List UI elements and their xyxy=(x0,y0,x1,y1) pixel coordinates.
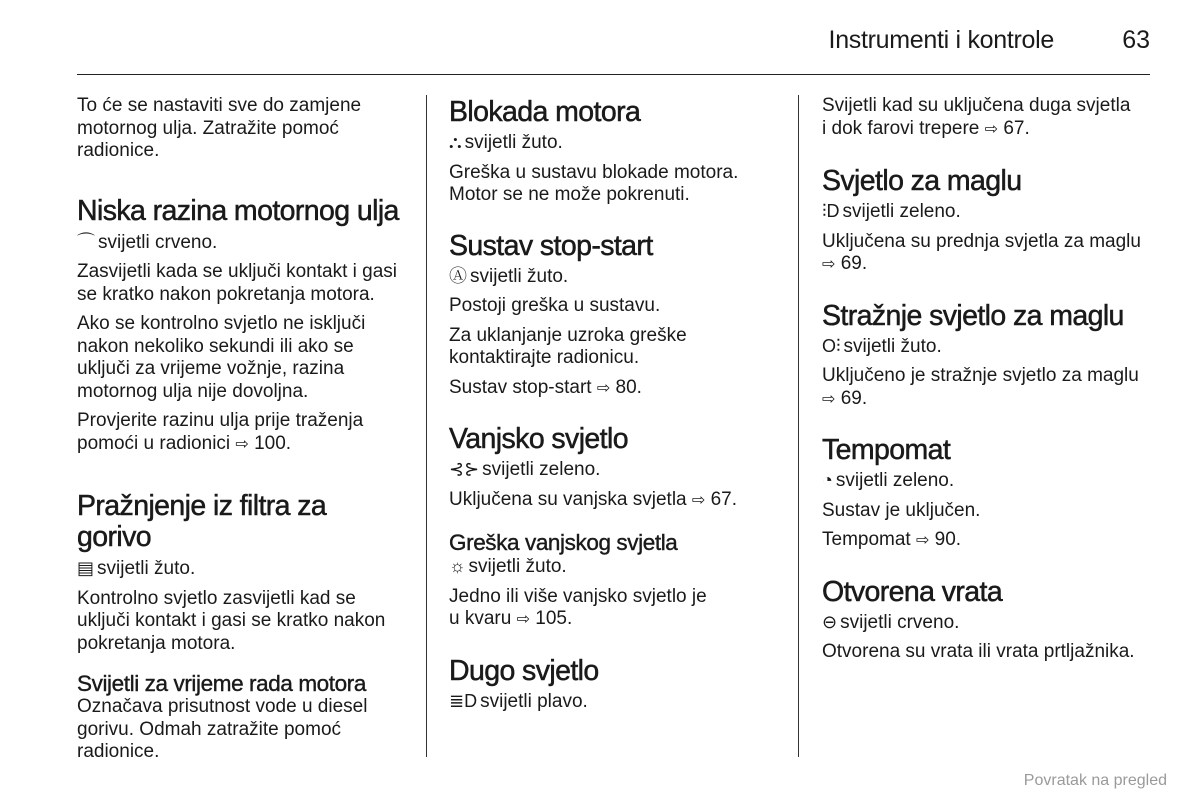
paragraph: Tempomat ⇨ 90. xyxy=(822,529,962,550)
page-ref-icon[interactable]: ⇨ xyxy=(235,435,249,453)
header-title: Instrumenti i kontrole xyxy=(828,26,1054,54)
page-ref-icon[interactable]: ⇨ xyxy=(516,611,530,628)
paragraph: Uključena su vanjska svjetla ⇨ 67. xyxy=(449,488,738,510)
intro-paragraph: To će se nastaviti sve do zamjene motornog ulja. Zatražite pomoć radionice. xyxy=(77,95,362,161)
paragraph: Provjerite razinu ulja prije traženja pomoći u radionici ⇨ 100. xyxy=(77,410,364,454)
page-ref[interactable]: 67. xyxy=(1003,117,1030,139)
paragraph: Sustav je uključen. xyxy=(822,499,981,521)
paragraph: Ako se kontrolno svjetlo ne isključi nakon nekoliko sekundi ili ako se uključi za vrijeme vožnje, razina motornog ulja nije dovoljna. xyxy=(77,313,366,402)
section-heading-cruise-control: Tempomat xyxy=(822,434,951,466)
paragraph: Za uklanjanje uzroka greške kontaktirajte radionicu. xyxy=(449,324,687,368)
paragraph: Uključena su prednja svjetla za maglu ⇨ 69. xyxy=(822,230,1141,274)
column-3 xyxy=(822,95,1162,664)
paragraph: Greška u sustavu blokade motora. Motor se ne može pokrenuti. xyxy=(449,161,739,205)
page-ref[interactable]: 80. xyxy=(615,376,642,398)
fuel-filter-icon: ▤ xyxy=(77,558,95,578)
page-ref[interactable]: 69. xyxy=(840,387,868,409)
paragraph: Postoji greška u sustavu. xyxy=(449,295,661,316)
status-line: ⊖ svijetli crveno. xyxy=(822,611,960,633)
page-ref[interactable]: 100. xyxy=(254,432,292,454)
subheading: Greška vanjskog svjetla xyxy=(449,530,678,555)
paragraph: Jedno ili više vanjsko svjetlo je u kvaru ⇨ 105. xyxy=(449,585,707,629)
status-line: Ⓐ svijetli žuto. xyxy=(449,265,569,287)
section-heading-rear-fog-light: Stražnje svjetlo za maglu xyxy=(822,299,1124,332)
page-header xyxy=(77,24,1150,75)
column-divider xyxy=(426,95,427,757)
paragraph: Označava prisutnost vode u diesel gorivu. Odmah zatražite pomoć radionice. xyxy=(77,696,368,762)
bulb-fault-icon: ☼ xyxy=(449,556,466,576)
page-ref-icon[interactable]: ⇨ xyxy=(822,256,836,273)
status-line: ▤ svijetli žuto. xyxy=(77,558,196,579)
stop-start-icon: Ⓐ xyxy=(449,265,467,286)
oil-pressure-icon: ⌒ xyxy=(77,231,95,252)
subheading: Svijetli za vrijeme rada motora xyxy=(77,671,366,696)
section-heading-stop-start: Sustav stop-start xyxy=(449,229,653,262)
immobilizer-icon: ⛬ xyxy=(449,132,462,152)
rear-fog-light-icon: O⫶ xyxy=(822,335,841,356)
exterior-light-icon: ⊰⊱ xyxy=(449,459,480,479)
section-heading-fog-light: Svjetlo za maglu xyxy=(822,165,1022,197)
status-line: ◔ svijetli zeleno. xyxy=(822,470,955,491)
page-ref[interactable]: 69. xyxy=(840,253,868,274)
status-line: ⛬ svijetli žuto. xyxy=(449,132,563,153)
paragraph: Kontrolno svjetlo zasvijetli kad se uključi kontakt i gasi se kratko nakon pokretanja motora. xyxy=(77,587,386,654)
page-ref[interactable]: 90. xyxy=(934,529,962,550)
page-ref-icon[interactable]: ⇨ xyxy=(596,379,611,397)
paragraph: Otvorena su vrata ili vrata prtljažnika. xyxy=(822,641,1135,662)
status-line: ≣D svijetli plavo. xyxy=(449,690,588,712)
paragraph: Zasvijetli kada se uključi kontakt i gasi se kratko nakon pokretanja motora. xyxy=(77,261,397,305)
back-to-overview-link[interactable]: Povratak na pregled xyxy=(1023,772,1167,789)
paragraph: Sustav stop-start ⇨ 80. xyxy=(449,376,642,398)
page-ref-icon[interactable]: ⇨ xyxy=(822,390,836,408)
front-fog-light-icon: ⫶D xyxy=(822,201,840,221)
column-2 xyxy=(449,95,779,713)
section-heading-oil: Niska razina motornog ulja xyxy=(77,194,399,227)
column-divider xyxy=(798,95,799,757)
status-line: ⊰⊱ svijetli zeleno. xyxy=(449,459,601,480)
status-line: ☼ svijetli žuto. xyxy=(449,556,567,577)
cruise-control-icon: ◔ xyxy=(822,470,833,490)
section-heading-fuel-filter: Pražnjenje iz filtra za gorivo xyxy=(77,490,327,553)
page-ref-icon[interactable]: ⇨ xyxy=(915,532,930,549)
section-heading-door-open: Otvorena vrata xyxy=(822,575,1003,608)
column-1 xyxy=(77,95,407,764)
section-heading-high-beam: Dugo svjetlo xyxy=(449,654,599,687)
paragraph: Uključeno je stražnje svjetlo za maglu ⇨ 69. xyxy=(822,365,1139,409)
high-beam-icon: ≣D xyxy=(449,690,478,711)
page-ref[interactable]: 105. xyxy=(535,608,573,629)
status-line: O⫶ svijetli žuto. xyxy=(822,335,942,357)
intro-paragraph: Svijetli kad su uključena duga svjetla i dok farovi trepere ⇨ 67. xyxy=(822,95,1131,139)
status-line: ⌒ svijetli crveno. xyxy=(77,231,218,253)
door-open-icon: ⊖ xyxy=(822,611,838,632)
section-heading-immobilizer: Blokada motora xyxy=(449,96,641,128)
page-ref-icon[interactable]: ⇨ xyxy=(984,120,999,138)
status-line: ⫶D svijetli zeleno. xyxy=(822,201,961,222)
page-number: 63 xyxy=(1122,26,1150,54)
section-heading-exterior-light: Vanjsko svjetlo xyxy=(449,423,628,455)
page-ref[interactable]: 67. xyxy=(710,488,738,510)
page-ref-icon[interactable]: ⇨ xyxy=(691,491,706,509)
